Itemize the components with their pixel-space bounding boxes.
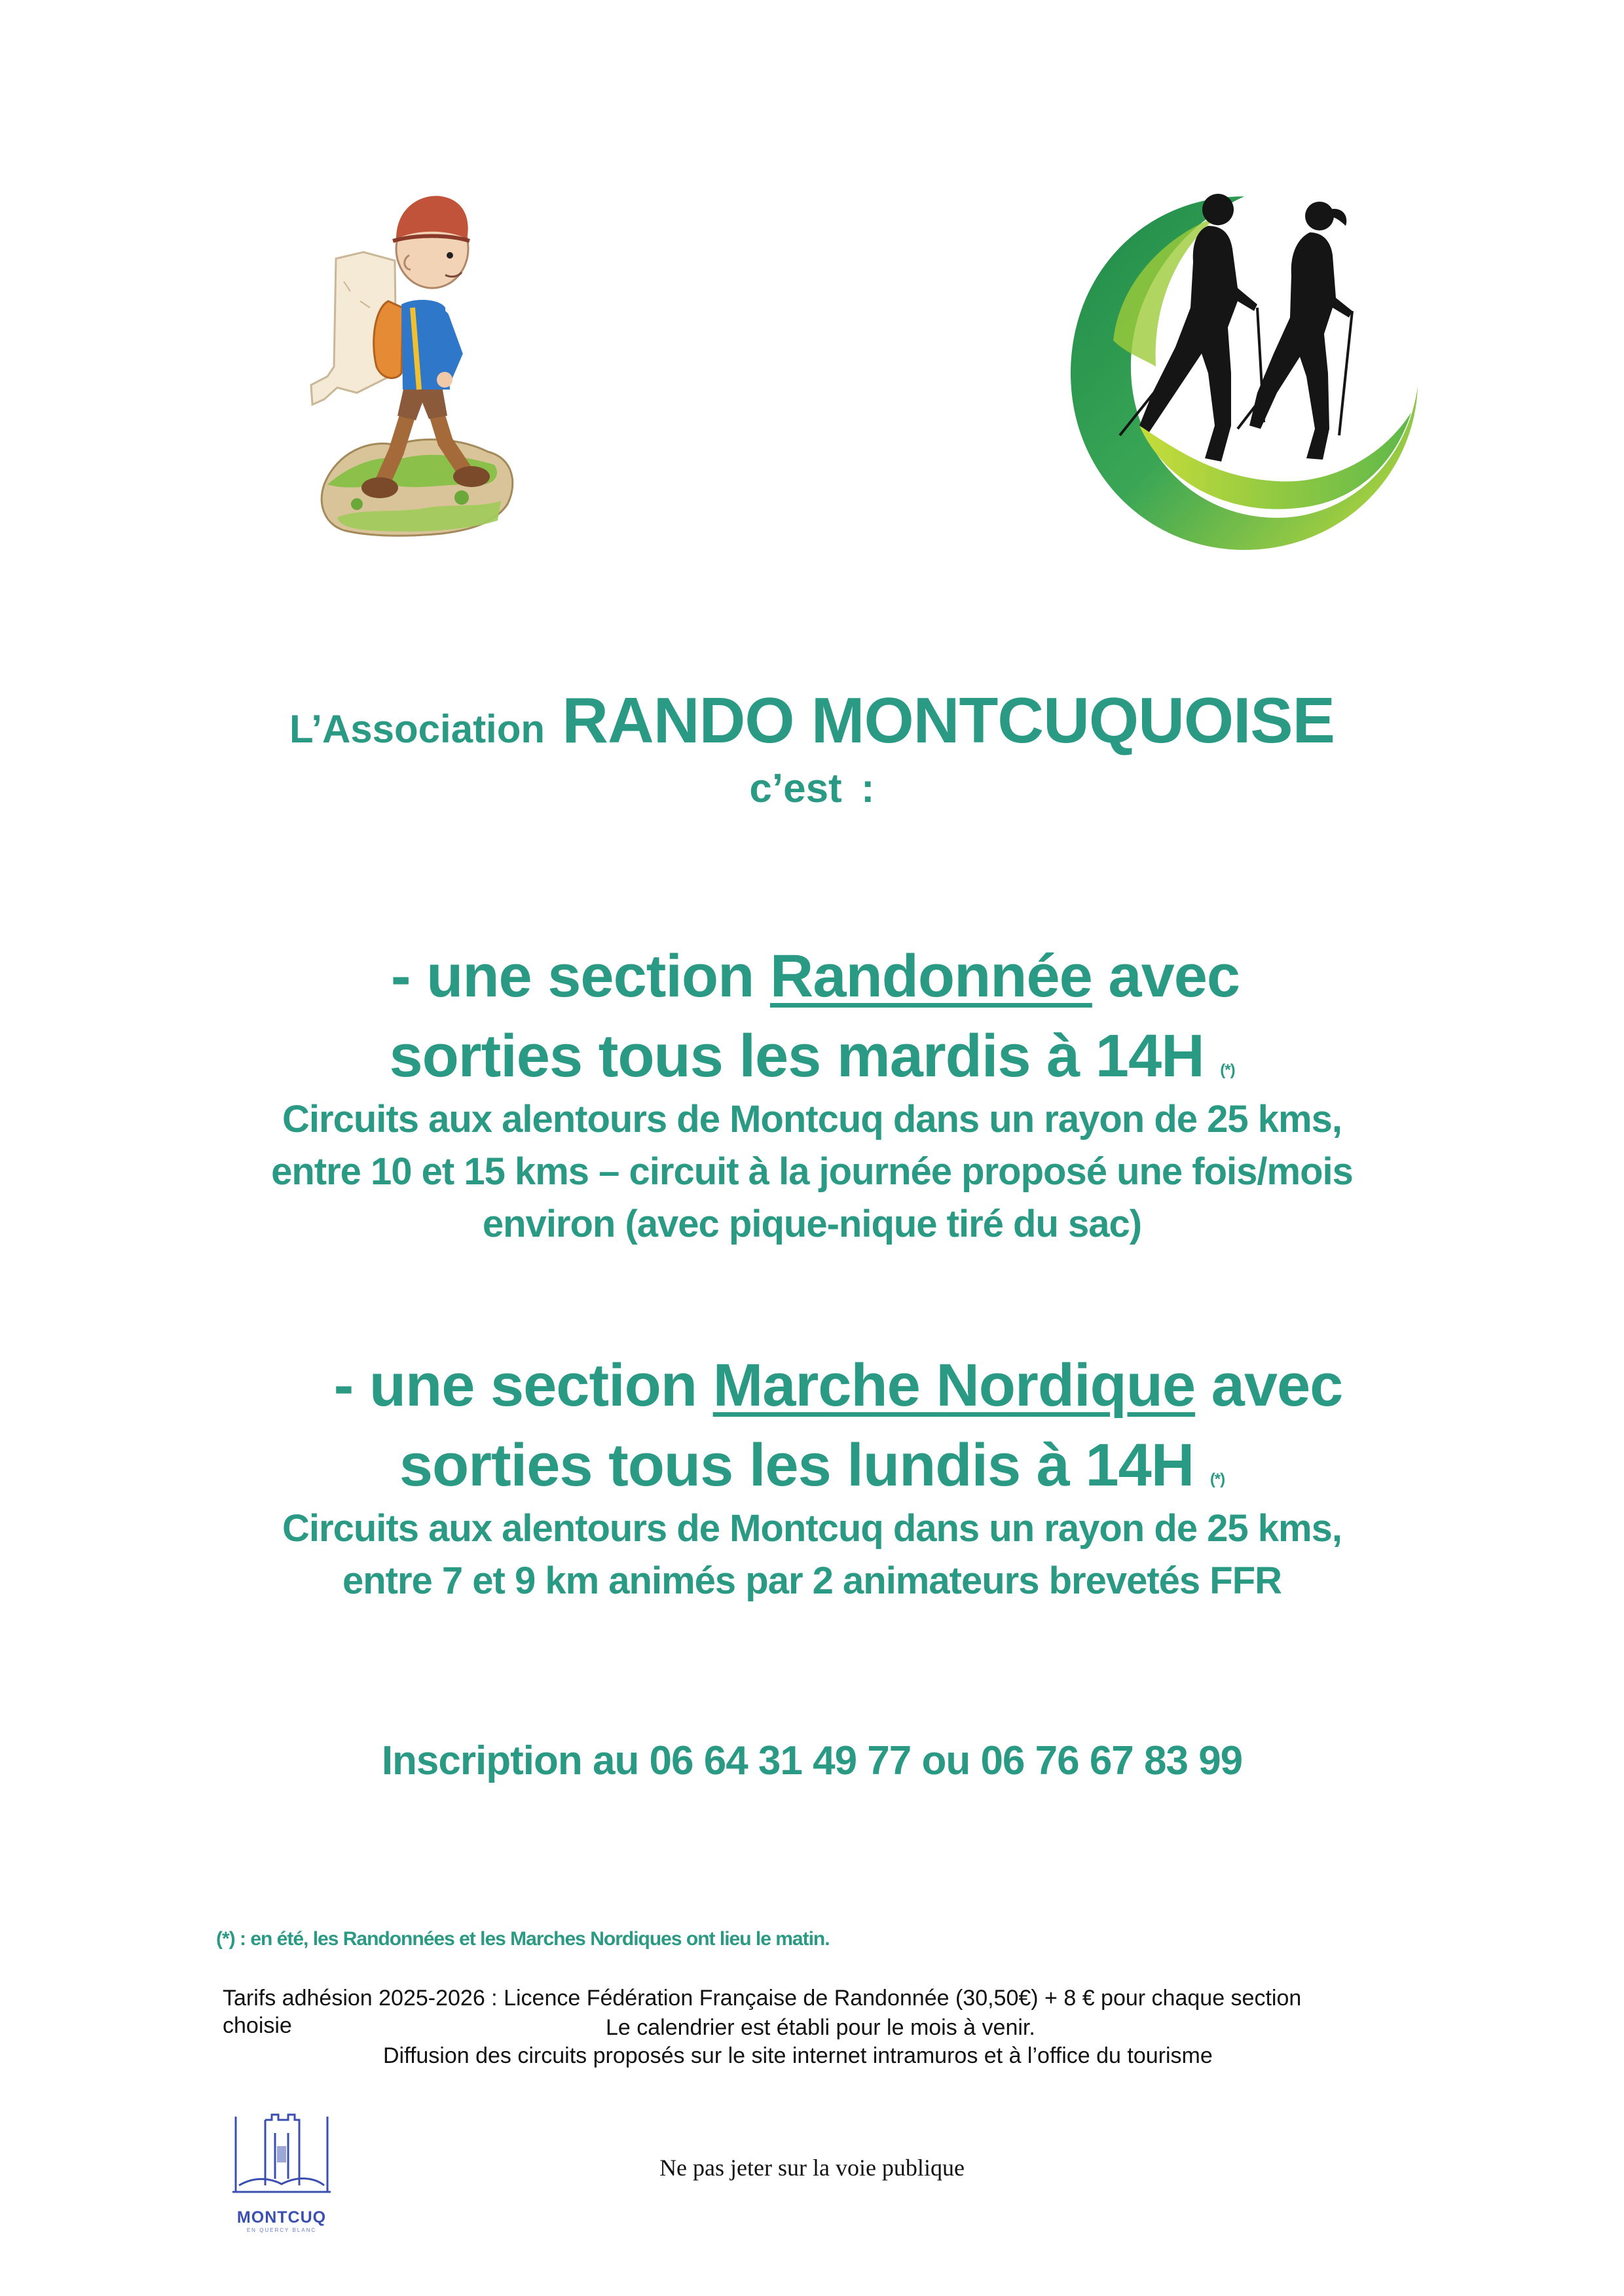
section-marche-after: avec bbox=[1211, 1352, 1343, 1419]
section-randonnee-detail-line: Circuits aux alentours de Montcuq dans un rayon de 25 kms, bbox=[282, 1098, 1342, 1140]
section-marche-heading bbox=[0, 1345, 1624, 1521]
association-title bbox=[0, 684, 1624, 765]
section-marche-details bbox=[0, 1503, 1624, 1607]
section-marche-asterisk: (*) bbox=[1209, 1470, 1225, 1488]
section-randonnee-asterisk: (*) bbox=[1220, 1061, 1235, 1079]
section-randonnee-detail-line: environ (avec pique-nique tiré du sac) bbox=[482, 1203, 1142, 1245]
section-marche-dash: - une section bbox=[333, 1352, 697, 1419]
inscription-phones: Inscription au 06 64 31 49 77 ou 06 76 67 83 99 bbox=[381, 1738, 1243, 1783]
calendar-note: Le calendrier est établi pour le mois à venir. bbox=[606, 2015, 1035, 2040]
tarifs-line: Tarifs adhésion 2025-2026 : Licence Fédération Française de Randonnée (30,50€) + 8 € pour chaque section bbox=[223, 1986, 1302, 2011]
section-marche-detail-line: Circuits aux alentours de Montcuq dans un rayon de 25 kms, bbox=[282, 1507, 1342, 1550]
litter-notice: Ne pas jeter sur la voie publique bbox=[659, 2155, 965, 2181]
logo-subtitle: EN QUERCY BLANC bbox=[246, 2227, 317, 2233]
title-prefix: L’Association bbox=[289, 707, 545, 751]
section-randonnee-name: Randonnée bbox=[769, 943, 1092, 1010]
montcuq-tower-logo bbox=[226, 2107, 337, 2205]
section-marche-name: Marche Nordique bbox=[712, 1352, 1196, 1419]
section-randonnee-detail-line: entre 10 et 15 kms – circuit à la journée proposé une fois/mois bbox=[271, 1150, 1353, 1193]
section-randonnee-heading bbox=[0, 936, 1624, 1112]
logo-label: MONTCUQ bbox=[236, 2208, 327, 2227]
tarifs-choisie: choisie bbox=[223, 2013, 292, 2038]
section-marche-line1 bbox=[0, 1345, 1624, 1425]
section-randonnee-schedule: sorties tous les mardis à 14H bbox=[389, 1023, 1204, 1089]
diffusion-note: Diffusion des circuits proposés sur le site internet intramuros et à l’office du tourisme bbox=[383, 2043, 1213, 2068]
title-suffix: c’est : bbox=[749, 766, 875, 811]
section-randonnee-dash: - une section bbox=[390, 943, 754, 1010]
section-marche-detail-line: entre 7 et 9 km animés par 2 animateurs brevetés FFR bbox=[342, 1559, 1282, 1602]
section-marche-schedule: sorties tous les lundis à 14H bbox=[399, 1432, 1194, 1499]
title-name: RANDO MONTCUQUOISE bbox=[562, 684, 1335, 756]
hiker-illustration bbox=[298, 177, 534, 556]
section-randonnee-after: avec bbox=[1108, 943, 1240, 1010]
footnote: (*) : en été, les Randonnées et les Marches Nordiques ont lieu le matin. bbox=[216, 1928, 830, 1950]
montcuq-logo bbox=[226, 2107, 337, 2233]
section-randonnee-line1 bbox=[0, 936, 1624, 1016]
nordic-walkers-logo bbox=[1041, 177, 1447, 570]
section-randonnee-details bbox=[0, 1093, 1624, 1250]
